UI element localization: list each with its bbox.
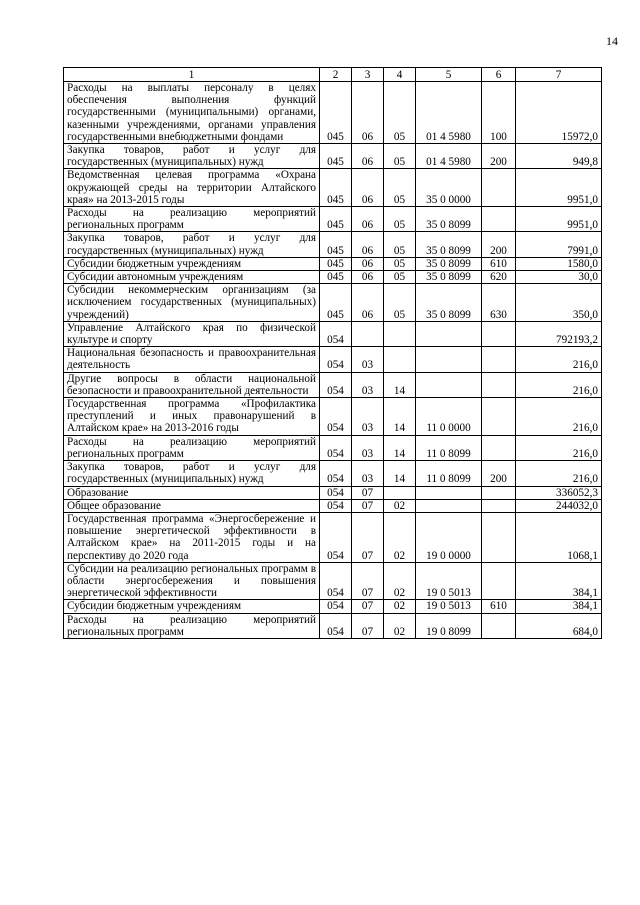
row-ministry-code: 045 (320, 284, 352, 322)
row-expense-type (482, 372, 516, 397)
row-target-item: 35 0 8099 (416, 232, 482, 257)
row-expense-type (482, 613, 516, 638)
row-name: Национальная безопасность и правоохранительная деятельность (64, 347, 320, 372)
row-name: Субсидии автономным учреждениям (64, 271, 320, 284)
col-header-expense-type: 6 (482, 68, 516, 82)
table-row (64, 232, 602, 257)
table-row (64, 499, 602, 512)
row-section: 07 (352, 562, 384, 600)
row-name: Общее образование (64, 499, 320, 512)
row-expense-type: 610 (482, 600, 516, 613)
row-section (352, 321, 384, 346)
row-amount: 1580,0 (516, 257, 602, 270)
row-target-item (416, 347, 482, 372)
row-subsection: 05 (384, 169, 416, 207)
row-subsection: 14 (384, 372, 416, 397)
row-subsection: 05 (384, 232, 416, 257)
col-header-ministry: 2 (320, 68, 352, 82)
row-subsection (384, 347, 416, 372)
table-row (64, 600, 602, 613)
row-amount: 384,1 (516, 562, 602, 600)
table-row (64, 347, 602, 372)
row-name: Закупка товаров, работ и услуг для государственных (муниципальных) нужд (64, 461, 320, 486)
table-row (64, 398, 602, 436)
row-section: 06 (352, 257, 384, 270)
row-name: Закупка товаров, работ и услуг для государственных (муниципальных) нужд (64, 232, 320, 257)
row-expense-type (482, 321, 516, 346)
row-amount: 9951,0 (516, 207, 602, 232)
row-ministry-code: 054 (320, 347, 352, 372)
row-ministry-code: 054 (320, 435, 352, 460)
row-section: 06 (352, 284, 384, 322)
row-target-item (416, 372, 482, 397)
row-target-item: 11 0 8099 (416, 435, 482, 460)
row-target-item: 35 0 8099 (416, 271, 482, 284)
row-ministry-code: 045 (320, 257, 352, 270)
row-subsection: 14 (384, 461, 416, 486)
row-section: 03 (352, 398, 384, 436)
row-subsection: 05 (384, 257, 416, 270)
row-target-item: 35 0 8099 (416, 284, 482, 322)
row-ministry-code: 054 (320, 499, 352, 512)
row-amount: 216,0 (516, 435, 602, 460)
row-target-item: 35 0 0000 (416, 169, 482, 207)
row-name: Расходы на реализацию мероприятий региональных программ (64, 435, 320, 460)
row-subsection: 14 (384, 435, 416, 460)
row-expense-type (482, 499, 516, 512)
row-amount: 1068,1 (516, 512, 602, 562)
table-row (64, 169, 602, 207)
table-row (64, 435, 602, 460)
table-row (64, 372, 602, 397)
row-subsection: 05 (384, 284, 416, 322)
row-target-item: 01 4 5980 (416, 144, 482, 169)
row-name: Расходы на реализацию мероприятий региональных программ (64, 613, 320, 638)
row-expense-type (482, 347, 516, 372)
row-subsection: 02 (384, 600, 416, 613)
row-amount: 7991,0 (516, 232, 602, 257)
table-row (64, 461, 602, 486)
row-expense-type: 100 (482, 82, 516, 144)
row-ministry-code: 054 (320, 562, 352, 600)
row-amount: 792193,2 (516, 321, 602, 346)
row-subsection: 05 (384, 144, 416, 169)
table-row (64, 321, 602, 346)
row-name: Субсидии некоммерческим организациям (за исключением государственных (муниципальных) учреждений) (64, 284, 320, 322)
row-target-item: 19 0 5013 (416, 562, 482, 600)
row-name: Другие вопросы в области национальной безопасности и правоохранительной деятельности (64, 372, 320, 397)
row-expense-type: 200 (482, 232, 516, 257)
row-target-item: 19 0 8099 (416, 613, 482, 638)
row-expense-type: 200 (482, 144, 516, 169)
row-amount: 15972,0 (516, 82, 602, 144)
row-expense-type (482, 486, 516, 499)
row-amount: 336052,3 (516, 486, 602, 499)
row-amount: 9951,0 (516, 169, 602, 207)
row-expense-type (482, 562, 516, 600)
row-section: 07 (352, 613, 384, 638)
row-name: Закупка товаров, работ и услуг для государственных (муниципальных) нужд (64, 144, 320, 169)
row-subsection: 05 (384, 207, 416, 232)
row-subsection: 02 (384, 562, 416, 600)
row-subsection: 02 (384, 613, 416, 638)
table-row (64, 486, 602, 499)
budget-table (63, 67, 602, 639)
row-subsection: 02 (384, 499, 416, 512)
row-expense-type (482, 512, 516, 562)
row-ministry-code: 054 (320, 613, 352, 638)
row-target-item (416, 486, 482, 499)
row-amount: 30,0 (516, 271, 602, 284)
row-section: 07 (352, 486, 384, 499)
row-name: Государственная программа «Энергосбережение и повышение энергетической эффективности в Алтайском крае» на 2011-2015 годы и на перспективу до 2020 года (64, 512, 320, 562)
row-section: 07 (352, 499, 384, 512)
row-ministry-code: 054 (320, 512, 352, 562)
row-section: 03 (352, 347, 384, 372)
row-subsection: 05 (384, 82, 416, 144)
row-ministry-code: 045 (320, 144, 352, 169)
row-target-item: 35 0 8099 (416, 257, 482, 270)
row-section: 03 (352, 461, 384, 486)
row-name: Управление Алтайского края по физической культуре и спорту (64, 321, 320, 346)
row-subsection: 02 (384, 512, 416, 562)
row-section: 06 (352, 207, 384, 232)
row-ministry-code: 054 (320, 398, 352, 436)
row-name: Расходы на реализацию мероприятий региональных программ (64, 207, 320, 232)
table-row (64, 207, 602, 232)
row-expense-type (482, 435, 516, 460)
row-target-item: 19 0 0000 (416, 512, 482, 562)
row-amount: 216,0 (516, 372, 602, 397)
row-target-item (416, 321, 482, 346)
row-section: 07 (352, 600, 384, 613)
row-target-item (416, 499, 482, 512)
table-row (64, 284, 602, 322)
row-amount: 244032,0 (516, 499, 602, 512)
row-name: Ведомственная целевая программа «Охрана окружающей среды на территории Алтайского края» на 2013-2015 годы (64, 169, 320, 207)
row-amount: 216,0 (516, 398, 602, 436)
row-name: Субсидии бюджетным учреждениям (64, 257, 320, 270)
table-row (64, 613, 602, 638)
row-subsection (384, 321, 416, 346)
row-ministry-code: 054 (320, 321, 352, 346)
row-ministry-code: 054 (320, 461, 352, 486)
row-amount: 384,1 (516, 600, 602, 613)
table-row (64, 512, 602, 562)
row-section: 06 (352, 271, 384, 284)
table-row (64, 271, 602, 284)
row-section: 06 (352, 82, 384, 144)
row-subsection: 05 (384, 271, 416, 284)
row-target-item: 11 0 0000 (416, 398, 482, 436)
table-row (64, 257, 602, 270)
row-name: Образование (64, 486, 320, 499)
row-target-item: 35 0 8099 (416, 207, 482, 232)
row-amount: 350,0 (516, 284, 602, 322)
row-ministry-code: 054 (320, 600, 352, 613)
row-expense-type: 200 (482, 461, 516, 486)
row-name: Государственная программа «Профилактика преступлений и иных правонарушений в Алтайском крае» на 2013-2016 годы (64, 398, 320, 436)
row-section: 03 (352, 372, 384, 397)
col-header-name: 1 (64, 68, 320, 82)
row-amount: 949,8 (516, 144, 602, 169)
page-number: 14 (606, 34, 618, 48)
row-ministry-code: 045 (320, 207, 352, 232)
row-expense-type: 630 (482, 284, 516, 322)
row-section: 03 (352, 435, 384, 460)
row-ministry-code: 045 (320, 82, 352, 144)
row-section: 06 (352, 144, 384, 169)
row-expense-type (482, 207, 516, 232)
col-header-section: 3 (352, 68, 384, 82)
row-target-item: 01 4 5980 (416, 82, 482, 144)
row-expense-type (482, 398, 516, 436)
row-amount: 216,0 (516, 347, 602, 372)
row-name: Субсидии бюджетным учреждениям (64, 600, 320, 613)
row-ministry-code: 054 (320, 372, 352, 397)
row-expense-type: 610 (482, 257, 516, 270)
row-ministry-code: 045 (320, 232, 352, 257)
row-expense-type (482, 169, 516, 207)
table-row (64, 82, 602, 144)
row-amount: 216,0 (516, 461, 602, 486)
table-row (64, 144, 602, 169)
table-row (64, 562, 602, 600)
row-ministry-code: 045 (320, 169, 352, 207)
col-header-target-item: 5 (416, 68, 482, 82)
row-target-item: 19 0 5013 (416, 600, 482, 613)
row-expense-type: 620 (482, 271, 516, 284)
row-section: 06 (352, 169, 384, 207)
row-amount: 684,0 (516, 613, 602, 638)
row-name: Расходы на выплаты персоналу в целях обеспечения выполнения функций государственными (муниципальными) органами, казенными учреждениями, органами управления государственными внебюджетными фондами (64, 82, 320, 144)
table-header-row (64, 68, 602, 82)
row-subsection (384, 486, 416, 499)
row-section: 06 (352, 232, 384, 257)
row-subsection: 14 (384, 398, 416, 436)
row-name: Субсидии на реализацию региональных программ в области энергосбережения и повышения энергетической эффективности (64, 562, 320, 600)
row-ministry-code: 045 (320, 271, 352, 284)
row-ministry-code: 054 (320, 486, 352, 499)
col-header-amount: 7 (516, 68, 602, 82)
row-section: 07 (352, 512, 384, 562)
row-target-item: 11 0 8099 (416, 461, 482, 486)
col-header-subsection: 4 (384, 68, 416, 82)
